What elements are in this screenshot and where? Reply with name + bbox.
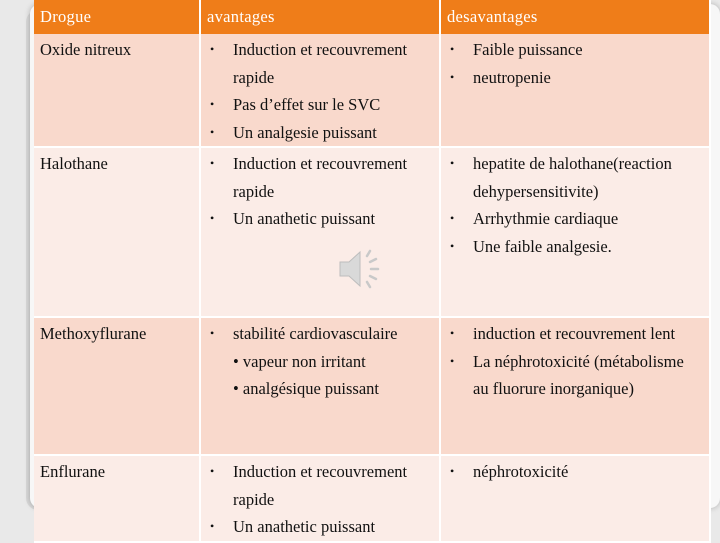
list-item: • néphrotoxicité — [447, 458, 703, 486]
advantages-cell — [200, 317, 440, 455]
list-item: • La néphrotoxicité (métabolisme au fluorure inorganique) — [447, 348, 703, 403]
header-advantages: avantages — [200, 0, 440, 34]
disadvantages-cell — [440, 317, 710, 455]
table-row — [34, 34, 710, 147]
list-item: • Faible puissance — [447, 36, 703, 64]
disadvantages-cell — [440, 34, 710, 147]
table-row — [34, 317, 710, 455]
header-disadvantages: desavantages — [440, 0, 710, 34]
list-item: • stabilité cardiovasculaire — [207, 320, 433, 348]
list-item: • Un analgesie puissant — [207, 119, 433, 147]
list-item: • Un anathetic puissant — [207, 205, 433, 233]
list-item: • hepatite de halothane(reaction dehypersensitivite) — [447, 150, 703, 205]
header-drug: Drogue — [34, 0, 200, 34]
list-item: • Induction et recouvrement rapide — [207, 458, 433, 513]
drug-name: Methoxyflurane — [34, 317, 200, 455]
list-item: • Induction et recouvrement rapide — [207, 150, 433, 205]
disadvantages-cell — [440, 147, 710, 317]
advantages-cell — [200, 455, 440, 542]
table-row — [34, 455, 710, 542]
list-item: • analgésique puissant — [233, 379, 379, 398]
table-header-row — [34, 0, 710, 34]
advantages-cell — [200, 147, 440, 317]
speaker-icon[interactable] — [336, 246, 384, 292]
list-item: • vapeur non irritant — [233, 351, 366, 371]
list-item: • Arrhythmie cardiaque — [447, 205, 703, 233]
list-item: • Pas d’effet sur le SVC — [207, 91, 433, 119]
list-item: • Un anathetic puissant — [207, 513, 433, 541]
disadvantages-cell — [440, 455, 710, 542]
drug-name: Oxide nitreux — [34, 34, 200, 147]
drug-name: Enflurane — [34, 455, 200, 542]
list-item: • neutropenie — [447, 64, 703, 92]
drug-name: Halothane — [34, 147, 200, 317]
list-item: • induction et recouvrement lent — [447, 320, 703, 348]
advantages-cell — [200, 34, 440, 147]
list-item: • Une faible analgesie. — [447, 233, 703, 261]
list-item: • Induction et recouvrement rapide — [207, 36, 433, 91]
